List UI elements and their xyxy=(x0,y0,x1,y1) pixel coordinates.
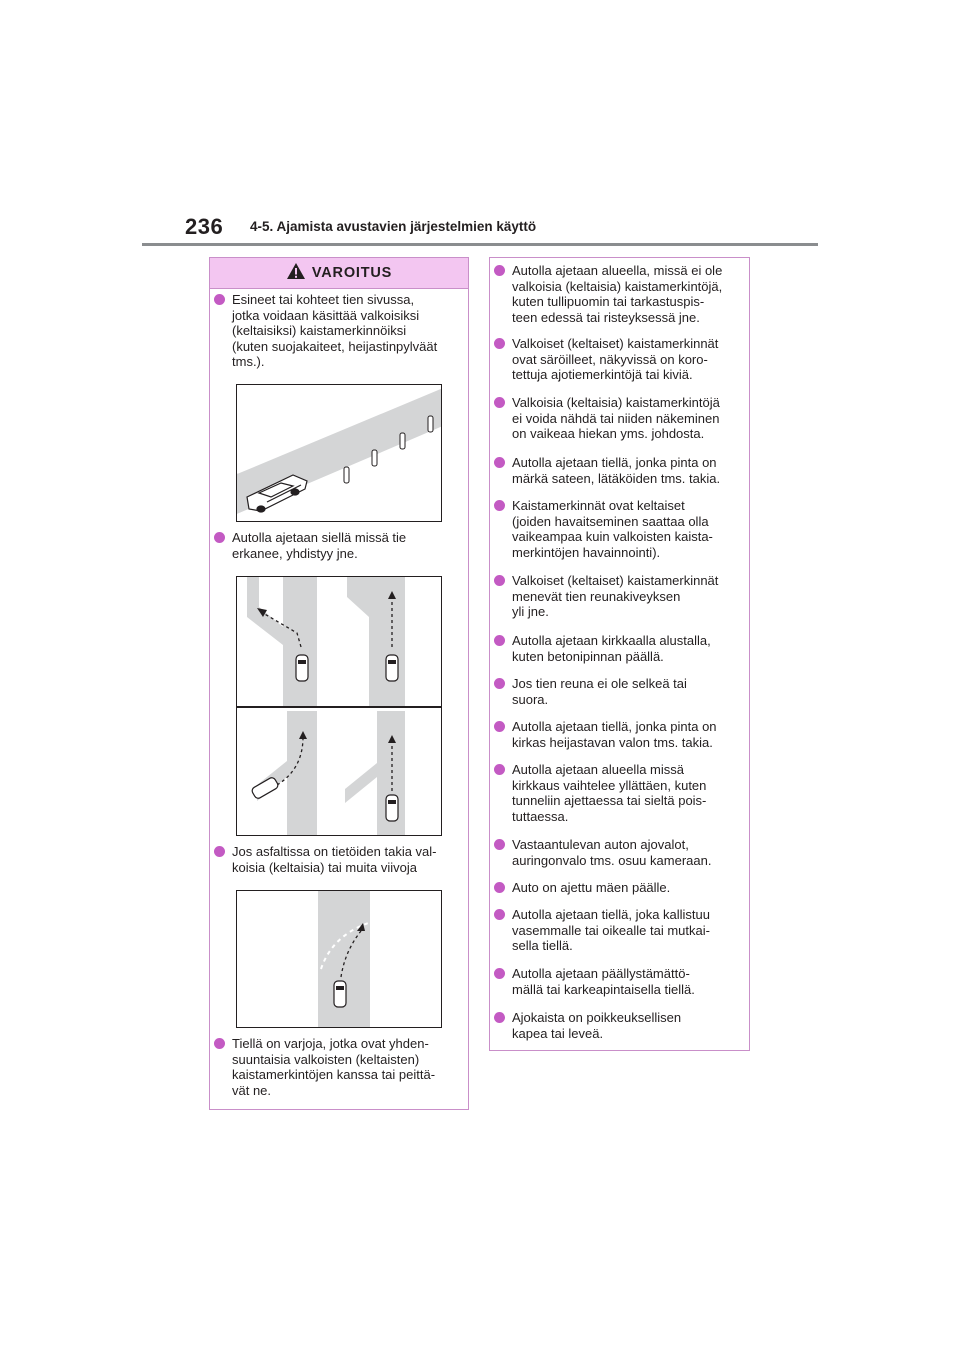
line: valkoisia (keltaisia) kaistamerkintöjä, xyxy=(512,278,723,294)
bullet-icon xyxy=(214,846,225,857)
list-item xyxy=(494,676,746,707)
bullet-icon xyxy=(494,457,505,468)
list-item xyxy=(214,292,464,370)
warning-label: VAROITUS xyxy=(311,265,393,281)
bullet-icon xyxy=(494,968,505,979)
line: (joiden havaitseminen saattaa olla xyxy=(512,513,709,529)
line: Autolla ajetaan tiellä, jonka pinta on xyxy=(512,719,717,734)
list-item xyxy=(494,263,746,325)
line: ovat säröilleet, näkyvissä on koro- xyxy=(512,351,708,367)
line: kaistamerkintöjen kanssa tai peittä- xyxy=(232,1067,436,1083)
line: menevät tien reunakiveyksen xyxy=(512,588,681,604)
figure-branching-roads xyxy=(236,576,442,836)
warning-header xyxy=(210,258,468,289)
line: kuten tullipuomin tai tarkastuspis- xyxy=(512,294,705,310)
line: mällä tai karkeapintaisella tiellä. xyxy=(512,981,695,997)
line: erkanee, yhdistyy jne. xyxy=(232,545,358,561)
line: koisia (keltaisia) tai muita viivoja xyxy=(232,859,417,875)
bullet-icon xyxy=(494,338,505,349)
line: auringonvalo tms. osuu kameraan. xyxy=(512,852,712,868)
line: Autolla ajetaan alueella missä xyxy=(512,762,684,777)
bullet-icon xyxy=(494,839,505,850)
line: Valkoisia (keltaisia) kaistamerkintöjä xyxy=(512,395,720,410)
line: sella tiellä. xyxy=(512,938,573,954)
line: Autolla ajetaan tiellä, joka kallistuu xyxy=(512,907,711,922)
line: jotka voidaan käsittää valkoisiksi xyxy=(232,307,420,323)
list-item xyxy=(494,336,746,383)
line: ei voida nähdä tai niiden näkeminen xyxy=(512,410,720,426)
line: suora. xyxy=(512,691,549,707)
line: Esineet tai kohteet tien sivussa, xyxy=(232,292,415,307)
section-title: 4-5. Ajamista avustavien järjestelmien käyttö xyxy=(250,219,537,234)
line: tunneliin ajettaessa tai sieltä pois- xyxy=(512,793,707,809)
line: Auto on ajettu mäen päälle. xyxy=(512,880,671,895)
figure-guardrail-posts xyxy=(236,384,442,522)
list-item xyxy=(494,837,746,868)
bullet-icon xyxy=(494,764,505,775)
line: Tiellä on varjoja, jotka ovat yhden- xyxy=(232,1036,429,1051)
line: tettuja ajotiemerkintöjä tai kiviä. xyxy=(512,367,693,383)
line: Ajokaista on poikkeuksellisen xyxy=(512,1010,682,1025)
line: teen edessä tai risteyksessä jne. xyxy=(512,309,700,325)
list-item xyxy=(494,498,746,560)
warning-triangle-icon xyxy=(286,262,306,285)
bullet-icon xyxy=(494,635,505,646)
list-item xyxy=(494,762,746,824)
line: on vaikeaa hiekan yms. johdosta. xyxy=(512,426,705,442)
line: Kaistamerkinnät ovat keltaiset xyxy=(512,498,685,513)
bullet-icon xyxy=(214,532,225,543)
line: kuten betonipinnan päällä. xyxy=(512,648,664,664)
line: vasemmalle tai oikealle tai mutkai- xyxy=(512,922,710,938)
line: Autolla ajetaan alueella, missä ei ole xyxy=(512,263,723,278)
line: (keltaisiksi) kaistamerkinnöiksi xyxy=(232,323,407,339)
line: merkintöjen havainnointi). xyxy=(512,544,661,560)
bullet-icon xyxy=(494,909,505,920)
bullet-icon xyxy=(494,575,505,586)
line: Autolla ajetaan kirkkaalla alustalla, xyxy=(512,633,711,648)
line: Valkoiset (keltaiset) kaistamerkinnät xyxy=(512,573,719,588)
bullet-icon xyxy=(494,1012,505,1023)
line: Autolla ajetaan siellä missä tie xyxy=(232,530,407,545)
bullet-icon xyxy=(494,882,505,893)
line: Valkoiset (keltaiset) kaistamerkinnät xyxy=(512,336,719,351)
line: märkä sateen, lätäköiden tms. takia. xyxy=(512,470,721,486)
list-item xyxy=(214,1036,464,1098)
list-item xyxy=(494,633,746,664)
line: Vastaantulevan auton ajovalot, xyxy=(512,837,689,852)
line: Jos asfaltissa on tietöiden takia val- xyxy=(232,844,437,859)
line: suuntaisia valkoisten (keltaisten) xyxy=(232,1051,420,1067)
list-item xyxy=(214,530,464,561)
list-item xyxy=(214,844,464,875)
bullet-icon xyxy=(494,265,505,276)
line: Jos tien reuna ei ole selkeä tai xyxy=(512,676,687,691)
list-item xyxy=(494,573,746,620)
page-number: 236 xyxy=(185,214,224,239)
list-item xyxy=(494,455,746,486)
line: kirkas heijastavan valon tms. takia. xyxy=(512,734,713,750)
line: tuttaessa. xyxy=(512,808,569,824)
figure-extra-road-lines xyxy=(236,890,442,1028)
line: tms.). xyxy=(232,354,265,370)
line: Autolla ajetaan tiellä, jonka pinta on xyxy=(512,455,717,470)
line: vaikeampaa kuin valkoisten kaista- xyxy=(512,529,713,545)
bullet-icon xyxy=(494,500,505,511)
header-divider xyxy=(142,243,818,246)
line: yli jne. xyxy=(512,604,549,620)
bullet-icon xyxy=(214,294,225,305)
list-item xyxy=(494,719,746,750)
list-item xyxy=(494,907,746,954)
bullet-icon xyxy=(214,1038,225,1049)
bullet-icon xyxy=(494,678,505,689)
line: Autolla ajetaan päällystämättö- xyxy=(512,966,690,981)
list-item xyxy=(494,395,746,442)
bullet-icon xyxy=(494,397,505,408)
line: (kuten suojakaiteet, heijastinpylväät xyxy=(232,338,438,354)
line: kapea tai leveä. xyxy=(512,1025,604,1041)
line: vät ne. xyxy=(232,1082,272,1098)
list-item xyxy=(494,966,746,997)
line: kirkkaus vaihtelee yllättäen, kuten xyxy=(512,777,707,793)
list-item xyxy=(494,880,746,896)
list-item xyxy=(494,1010,746,1041)
bullet-icon xyxy=(494,721,505,732)
